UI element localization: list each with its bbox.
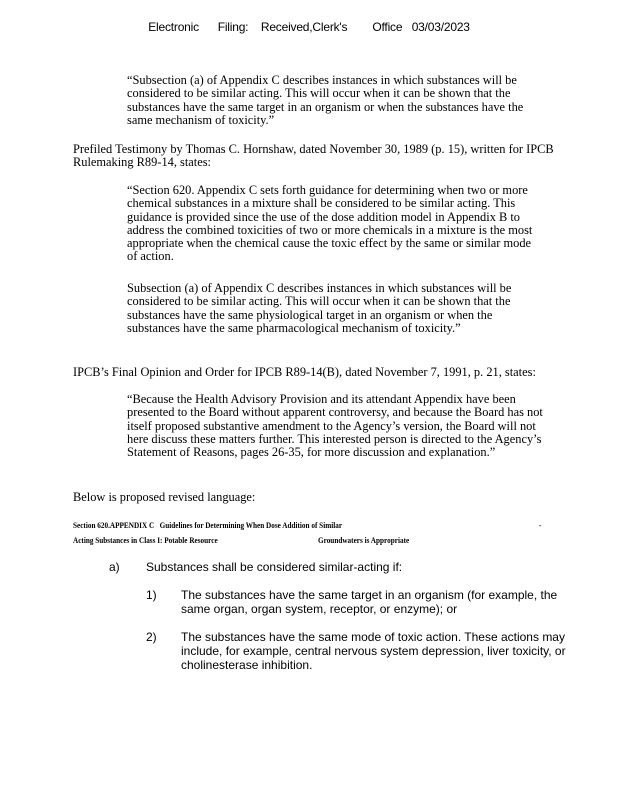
paragraph-proposed-language: Below is proposed revised language: [73, 490, 256, 504]
filing-header: Electronic Filing: Received,Clerk's Office 03/03/2023 [148, 20, 470, 34]
item-2-label: 2) [146, 630, 157, 644]
item-2-text: The substances have the same mode of toxic action. These actions may include, for example, central nervous system depression, liver toxicity, or cholinesterase inhibition. [181, 630, 566, 672]
section-heading-line-2: Acting Substances in Class I: Potable Resource [73, 535, 218, 545]
item-1-text: The substances have the same target in an organism (for example, the same organ, organ system, receptor, or enzyme); or [181, 588, 558, 616]
item-a-label: a) [109, 560, 120, 574]
paragraph-prefiled-testimony: Prefiled Testimony by Thomas C. Hornshaw, dated November 30, 1989 (p. 15), written for IPCB Rulemaking R89-14, states: [73, 142, 554, 170]
section-heading-dash: - [539, 520, 542, 530]
item-1-label: 1) [146, 588, 157, 602]
quote-health-advisory: “Because the Health Advisory Provision and its attendant Appendix have been presented to the Board without apparent controversy, and because the Board has not itself proposed substantive amendment to the Agency’s version, the Board will not here discuss these matters further. This interested person is directed to the Agency’s Statement of Reasons, pages 26-35, for more discussion and explanation.” [127, 392, 543, 460]
paragraph-final-opinion: IPCB’s Final Opinion and Order for IPCB R89-14(B), dated November 7, 1991, p. 21, states: [73, 365, 536, 379]
quote-section-620: “Section 620. Appendix C sets forth guidance for determining when two or more chemical substances in a mixture shall be considered to be similar acting. This guidance is provided since the use of the dose addition model in Appendix B to address the combined toxicities of two or more chemicals in a mixture is the most appropriate when the chemical cause the toxic effect by the same or similar mode of action. [127, 183, 533, 264]
quote-subsection-a-physiological: Subsection (a) of Appendix C describes instances in which substances will be considered to be similar acting. This will occur when it can be shown that the substances have the same physiological target in an organism or when the substances have the same pharmacological mechanism of toxicity.” [127, 281, 512, 335]
section-heading-line-2-tail: Groundwaters is Appropriate [318, 535, 410, 545]
item-a-text: Substances shall be considered similar-acting if: [146, 560, 403, 574]
quote-subsection-a: “Subsection (a) of Appendix C describes instances in which substances will be considered to be similar acting. This will occur when it can be shown that the substances have the same target in an organism or when the substances have the same mechanism of toxicity.” [127, 73, 524, 127]
section-heading-line-1: Section 620.APPENDIX C Guidelines for Determining When Dose Addition of Similar [73, 520, 343, 530]
